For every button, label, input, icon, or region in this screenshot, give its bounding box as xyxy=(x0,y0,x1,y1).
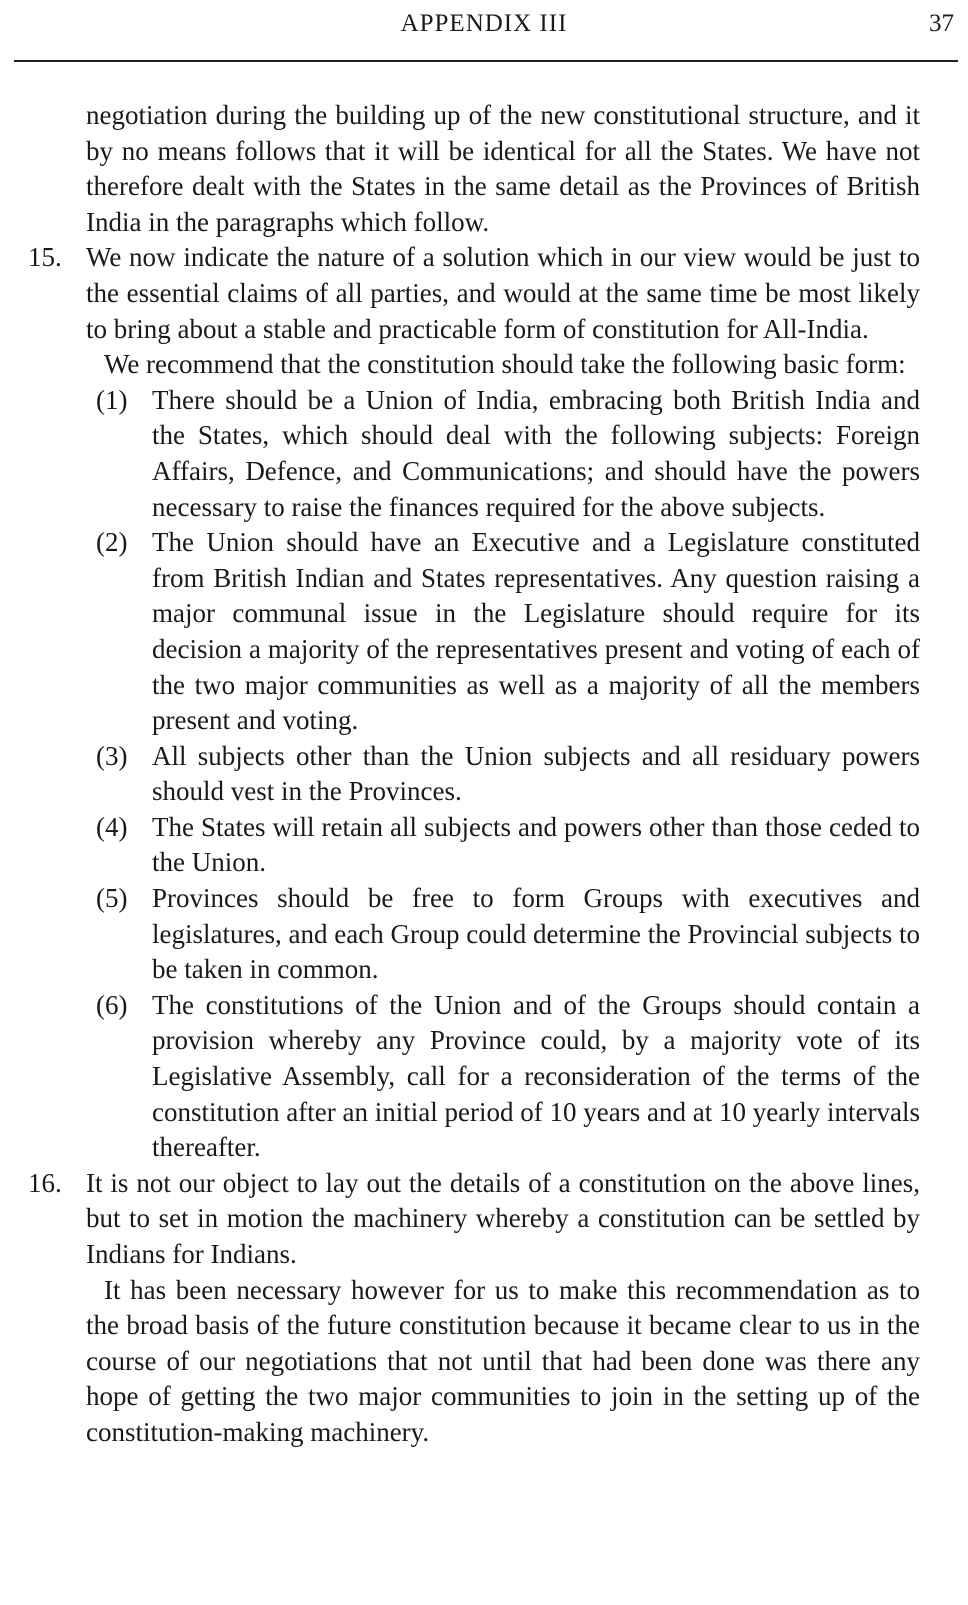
page-header xyxy=(14,6,954,46)
paragraph-text: We now indicate the nature of a solution which in our view would be just to the essential claims of all parties, and would at the same time be most likely to bring about a stable and practicable form of constitution for All-India. xyxy=(86,242,920,344)
running-title: APPENDIX III xyxy=(400,10,568,37)
list-item-text: The States will retain all subjects and powers other than those ceded to the Union. xyxy=(152,811,920,878)
list-item-text: Provinces should be free to form Groups with executives and legislatures, and each Group could determine the Provincial subjects to be taken in common. xyxy=(152,883,920,985)
list-item-label: (5) xyxy=(96,883,128,914)
list-item xyxy=(28,739,920,810)
recommendation-paragraph: We recommend that the constitution should take the following basic form: xyxy=(104,349,906,380)
paragraph-16 xyxy=(28,1166,920,1273)
list-item xyxy=(28,881,920,988)
page-body xyxy=(28,98,920,1451)
paragraph-text: It is not our object to lay out the details of a constitution on the above lines, but to set in motion the machinery whereby a constitution can be settled by Indians for Indians. xyxy=(86,1167,920,1269)
list-item-text: The constitutions of the Union and of the Groups should contain a provision whereby any Province could, by a majority vote of its Legislative Assembly, call for a reconsideration of the terms of the constitution after an initial period of 10 years and at 10 yearly intervals thereafter. xyxy=(152,989,920,1163)
page-number: 37 xyxy=(929,10,954,37)
list-item-label: (6) xyxy=(96,989,128,1020)
list-item-text: The Union should have an Executive and a Legislature constituted from British Indian and States representatives. Any question raising a major communal issue in the Legislature should require for its decision a majority of the representatives present and voting of each of the two major communities as well as a majority of all the members present and voting. xyxy=(152,527,920,736)
list-item-text: There should be a Union of India, embracing both British India and the States, which should deal with the following subjects: Foreign Affairs, Defence, and Communications; and should have the powers necessary to raise the finances required for the above subjects. xyxy=(152,384,920,522)
list-item-label: (4) xyxy=(96,811,128,842)
recommendation-list xyxy=(28,383,920,1166)
paragraph-number: 16. xyxy=(28,1167,62,1198)
list-item xyxy=(28,810,920,881)
list-item xyxy=(28,525,920,739)
header-rule xyxy=(14,60,958,62)
list-item xyxy=(28,383,920,525)
closing-paragraph: It has been necessary however for us to make this recommendation as to the broad basis of the future constitution because it became clear to us in the course of our negotiations that not until that had been done was there any hope of getting the two major communities to join in the setting up of the constitution-making machinery. xyxy=(86,1274,920,1447)
paragraph-number: 15. xyxy=(28,242,62,273)
paragraph-15 xyxy=(28,240,920,347)
continuation-paragraph: negotiation during the building up of the new constitutional structure, and it by no means follows that it will be identical for all the States. We have not therefore dealt with the States in the same detail as the Provinces of British India in the paragraphs which follow. xyxy=(86,100,920,237)
list-item-label: (2) xyxy=(96,527,128,558)
list-item-label: (3) xyxy=(96,740,128,771)
list-item-text: All subjects other than the Union subjects and all residuary powers should vest in the Provinces. xyxy=(152,740,920,807)
list-item-label: (1) xyxy=(96,384,128,415)
list-item xyxy=(28,988,920,1166)
